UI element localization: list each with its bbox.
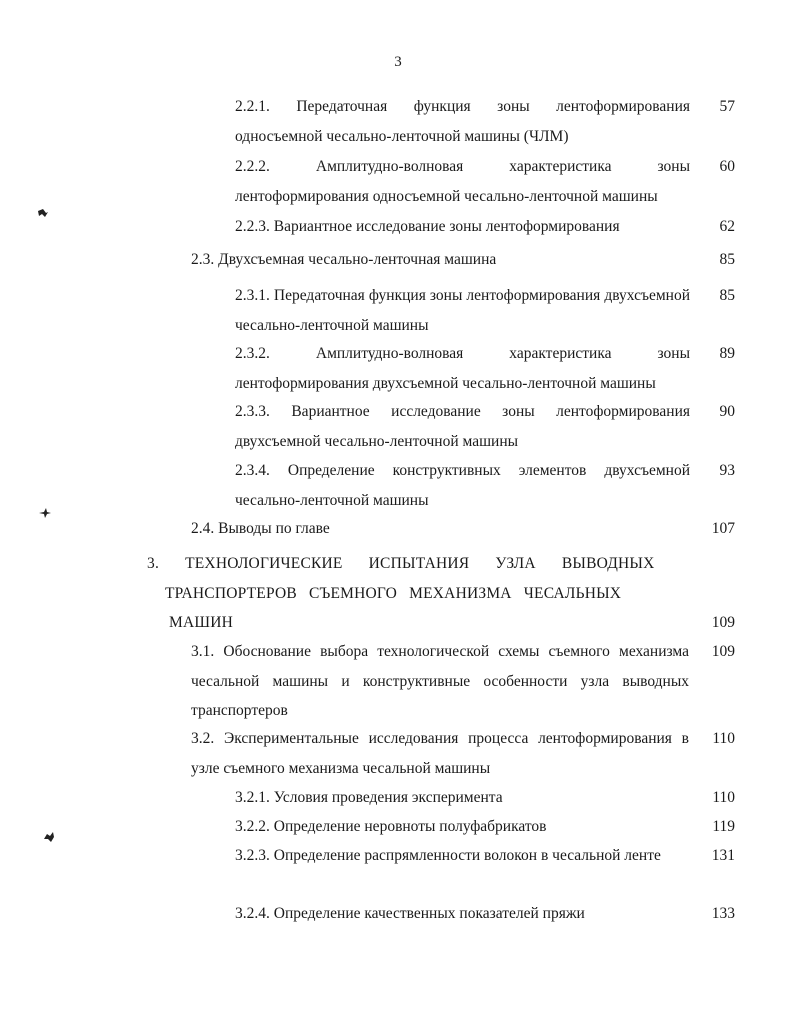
toc-entry-page: 57 xyxy=(719,98,735,115)
toc-entry-page: 110 xyxy=(712,789,735,806)
toc-entry-title: 3.2. Экспериментальные исследования процесса лентоформирования в узле съемного механизма чесальной машины xyxy=(191,730,689,777)
toc-entry-page: 89 xyxy=(719,345,735,362)
page-number: 3 xyxy=(394,54,402,70)
chapter-title-line-3: МАШИН xyxy=(169,614,233,631)
toc-entry-page: 133 xyxy=(711,905,735,922)
toc-entry-2-3-2 xyxy=(235,339,735,398)
chapter-title-line-1: 3. ТЕХНОЛОГИЧЕСКИЕ ИСПЫТАНИЯ УЗЛА ВЫВОДНЫХ xyxy=(147,555,655,572)
toc-entry-title: 3.2.3. Определение распрямленности волокон в чесальной ленте xyxy=(235,847,661,864)
toc-entry-title: 2.4. Выводы по главе xyxy=(191,520,330,537)
toc-entry-2-2-1 xyxy=(235,92,735,151)
toc-entry-title: 2.2.2. Амплитудно-волновая характеристика зоны лентоформирования односъемной чесально-ленточной машины xyxy=(235,158,690,205)
toc-entry-title: 2.3.3. Вариантное исследование зоны лентоформирования двухсъемной чесально-ленточной машины xyxy=(235,403,690,450)
toc-entry-2-3 xyxy=(191,245,735,275)
toc-entry-page: 110 xyxy=(712,730,735,747)
toc-entry-page: 90 xyxy=(719,403,735,420)
toc-entry-title: 3.2.2. Определение неровноты полуфабрикатов xyxy=(235,818,547,835)
toc-chapter-title xyxy=(147,549,667,638)
toc-entry-page: 62 xyxy=(719,218,735,235)
toc-entry-page: 85 xyxy=(719,287,735,304)
toc-entry-2-4 xyxy=(191,514,735,544)
toc-entry-2-2-3 xyxy=(235,212,735,242)
toc-entry-title: 2.2.1. Передаточная функция зоны лентоформирования односъемной чесально-ленточной машины (ЧЛМ) xyxy=(235,98,690,145)
toc-entry-title: 2.3. Двухсъемная чесально-ленточная машина xyxy=(191,251,497,268)
toc-entry-page: 131 xyxy=(711,847,735,864)
toc-entry-page: 109 xyxy=(711,643,735,660)
toc-entry-3-1 xyxy=(191,637,735,726)
toc-entry-page: 119 xyxy=(712,818,735,835)
toc-entry-2-3-1 xyxy=(235,281,735,340)
toc-entry-2-3-4 xyxy=(235,456,735,515)
toc-entry-page: 93 xyxy=(719,462,735,479)
toc-entry-3-2 xyxy=(191,724,735,783)
scan-speck-icon xyxy=(42,830,56,844)
toc-entry-title: 2.2.3. Вариантное исследование зоны лентоформирования xyxy=(235,218,620,235)
toc-entry-title: 3.2.1. Условия проведения эксперимента xyxy=(235,789,503,806)
toc-entry-page: 60 xyxy=(719,158,735,175)
toc-entry-3-2-3 xyxy=(235,841,735,871)
toc-entry-page: 107 xyxy=(711,520,735,537)
toc-entry-2-2-2 xyxy=(235,152,735,211)
toc-entry-3-2-2 xyxy=(235,812,735,842)
scan-speck-icon xyxy=(36,206,50,220)
toc-entry-title: 2.3.1. Передаточная функция зоны лентоформирования двухсъемной чесально-ленточной машины xyxy=(235,287,690,334)
chapter-title-line-2: ТРАНСПОРТЕРОВ СЪЕМНОГО МЕХАНИЗМА ЧЕСАЛЬНЫХ xyxy=(165,584,622,602)
toc-entry-title: 2.3.4. Определение конструктивных элементов двухсъемной чесально-ленточной машины xyxy=(235,462,690,509)
toc-entry-title: 2.3.2. Амплитудно-волновая характеристика зоны лентоформирования двухсъемной чесально-ленточной машины xyxy=(235,345,690,392)
toc-chapter-3 xyxy=(147,549,735,638)
toc-entry-3-2-4 xyxy=(235,899,735,929)
scan-speck-icon xyxy=(38,507,52,519)
toc-entry-title: 3.2.4. Определение качественных показателей пряжи xyxy=(235,905,585,922)
toc-entry-title: 3.1. Обоснование выбора технологической схемы съемного механизма чесальной машины и конструктивные особенности узла выводных транспортеров xyxy=(191,643,689,719)
toc-entry-2-3-3 xyxy=(235,397,735,456)
toc-entry-page: 85 xyxy=(719,251,735,268)
toc-entry-3-2-1 xyxy=(235,783,735,813)
toc-entry-page: 109 xyxy=(711,614,735,631)
